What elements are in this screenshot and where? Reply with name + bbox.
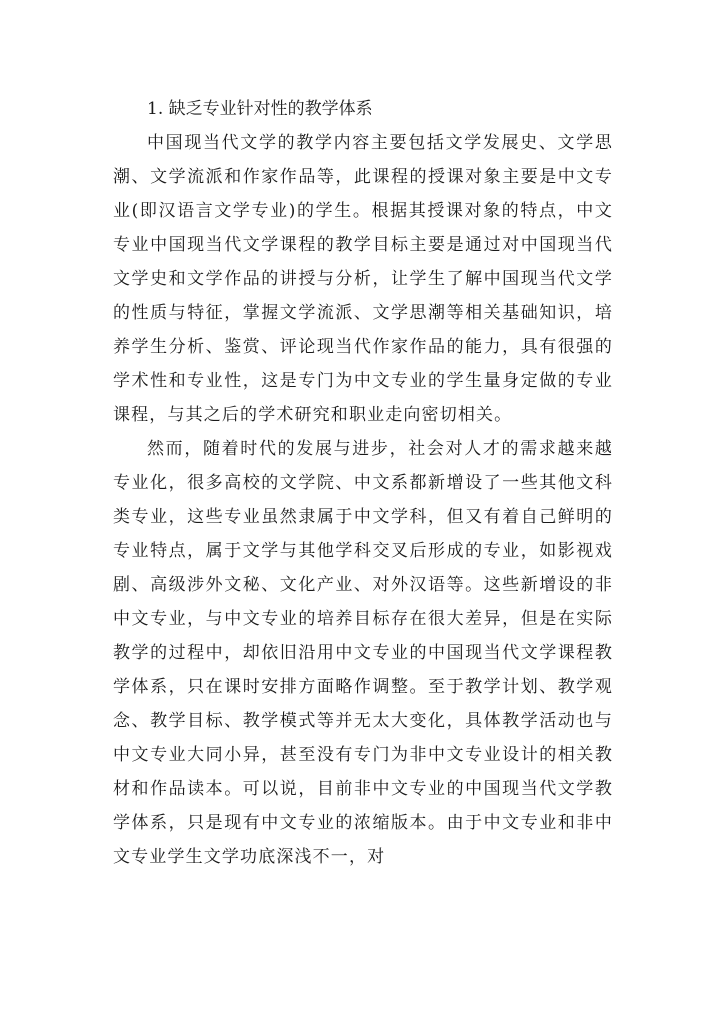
paragraph-2: 然而，随着时代的发展与进步，社会对人才的需求越来越专业化，很多高校的文学院、中文系都新增设了一些其他文科类专业，这些专业虽然隶属于中文学科，但又有着自己鲜明的专业特点，属于文学与其他学科交叉后形成的专业，如影视戏剧、高级涉外文秘、文化产业、对外汉语等。这些新增设的非中文专业，与中文专业的培养目标存在很大差异，但是在实际教学的过程中，却依旧沿用中文专业的中国现当代文学课程教学体系，只在课时安排方面略作调整。至于教学计划、教学观念、教学目标、教学模式等并无太大变化，具体教学活动也与中文专业大同小异，甚至没有专门为非中文专业设计的相关教材和作品读本。可以说，目前非中文专业的中国现当代文学教学体系，只是现有中文专业的浓缩版本。由于中文专业和非中文专业学生文学功底深浅不一，对	[113, 439, 613, 867]
paragraph-1: 中国现当代文学的教学内容主要包括文学发展史、文学思潮、文学流派和作家作品等，此课程的授课对象主要是中文专业(即汉语言文学专业)的学生。根据其授课对象的特点，中文专业中国现当代文学课程的教学目标主要是通过对中国现当代文学史和文学作品的讲授与分析，让学生了解中国现当代文学的性质与特征，掌握文学流派、文学思潮等相关基础知识，培养学生分析、鉴赏、评论现当代作家作品的能力，具有很强的学术性和专业性，这是专门为中文专业的学生量身定做的专业课程，与其之后的学术研究和职业走向密切相关。	[113, 133, 613, 425]
document-body	[113, 92, 613, 874]
section-heading: 1. 缺乏专业针对性的教学体系	[147, 99, 373, 119]
